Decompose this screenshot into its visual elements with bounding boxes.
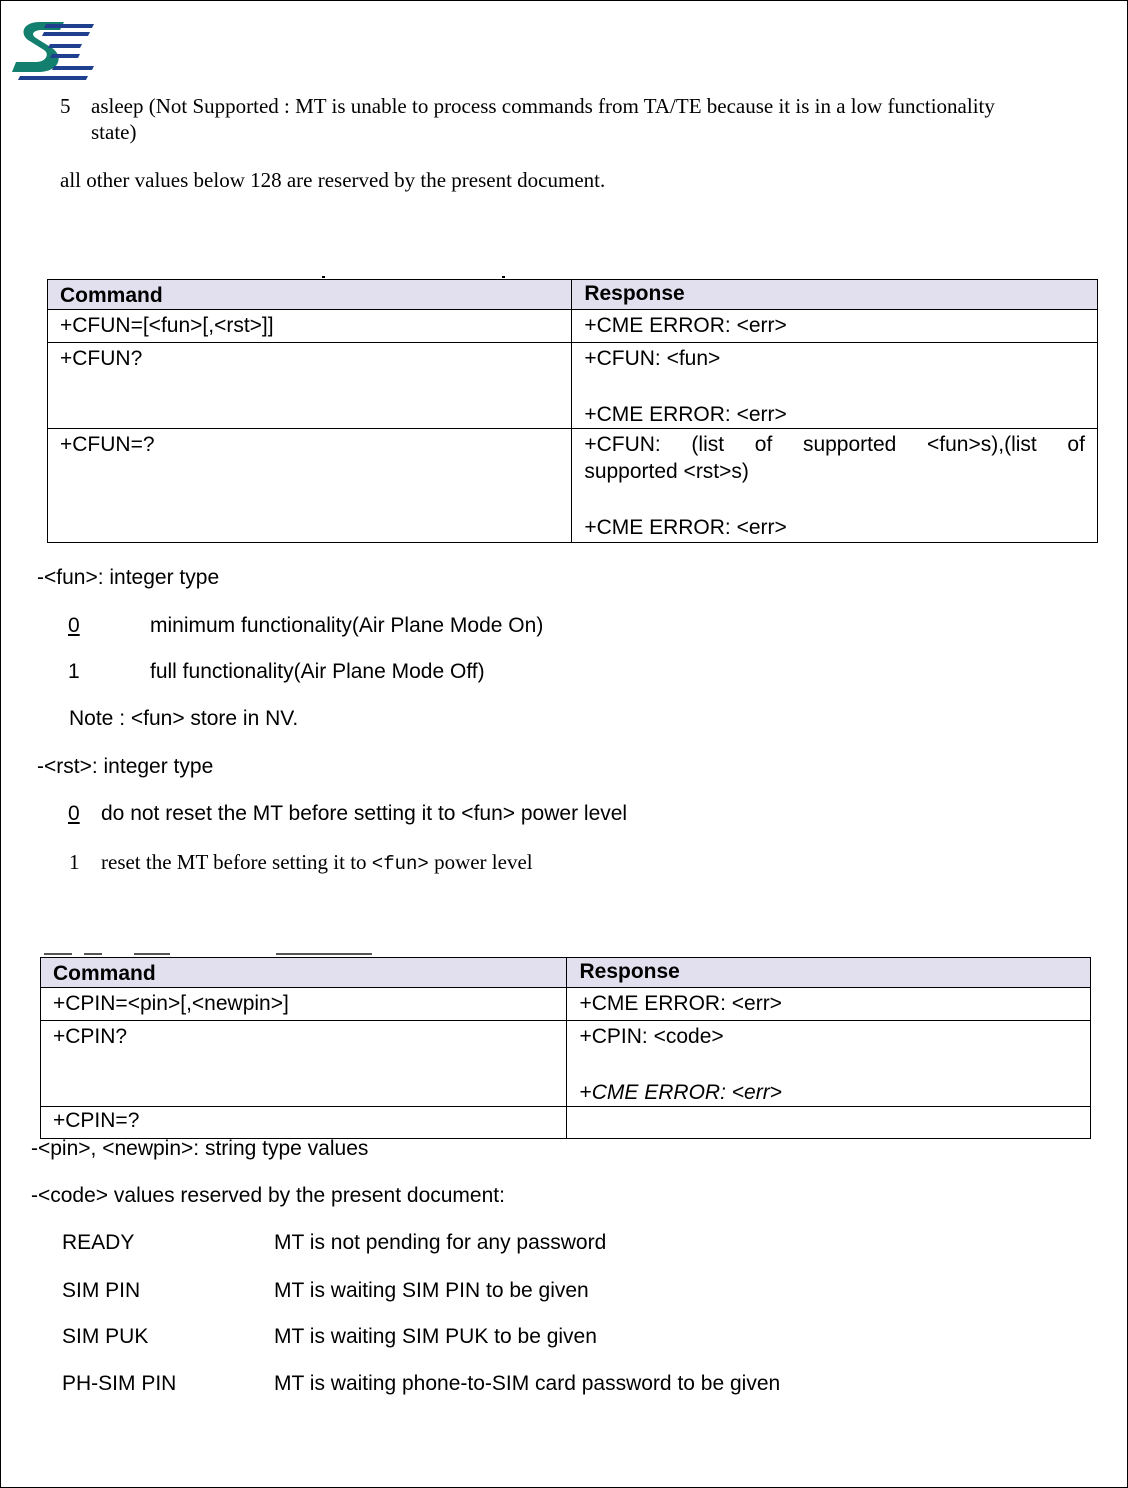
fun-item-1-text: full functionality(Air Plane Mode Off): [150, 660, 485, 683]
response-cell: +CME ERROR: <err>: [567, 988, 1091, 1021]
response-cell: [567, 1107, 1091, 1139]
fun-item-0-number: 0: [68, 614, 80, 637]
response-cell: [567, 1021, 1091, 1107]
code-desc-sim-pin: MT is waiting SIM PIN to be given: [274, 1279, 589, 1302]
rst-item-1-text-post: power level: [428, 850, 533, 874]
table-row: [41, 1107, 1091, 1139]
response-cell: [572, 343, 1098, 429]
fun-note: Note : <fun> store in NV.: [69, 707, 299, 730]
code-param-heading: -<code> values reserved by the present document:: [31, 1184, 505, 1207]
company-logo: [10, 18, 96, 84]
code-desc-sim-puk: MT is waiting SIM PUK to be given: [274, 1325, 597, 1348]
response-word: supported: [802, 433, 897, 456]
column-header-response: Response: [572, 280, 1098, 310]
command-cell: +CFUN=?: [48, 429, 572, 543]
cropped-heading-fragment: [134, 953, 170, 955]
table-row: [48, 429, 1098, 543]
command-cell: +CPIN?: [41, 1021, 567, 1107]
response-line-italic: CME ERROR: <err>: [591, 1081, 782, 1104]
rst-item-1-code: <fun>: [371, 853, 429, 875]
cropped-heading-fragment: [84, 953, 102, 955]
reserved-values-note: all other values below 128 are reserved by the present document.: [60, 168, 606, 192]
code-desc-ready: MT is not pending for any password: [274, 1231, 607, 1254]
command-cell: +CFUN?: [48, 343, 572, 429]
fun-value-5-text-line1: asleep (Not Supported : MT is unable to process commands from TA/TE because it is in a low functionality: [91, 94, 995, 118]
fun-param-heading: -<fun>: integer type: [37, 566, 220, 589]
pin-param-heading: -<pin>, <newpin>: string type values: [31, 1137, 369, 1160]
response-word: of: [1067, 433, 1085, 456]
cropped-heading-fragment: [44, 953, 72, 955]
table-row: [41, 988, 1091, 1021]
response-word: (list: [691, 433, 725, 456]
response-line: +CFUN: <fun>: [584, 347, 721, 370]
response-line-justified: [584, 431, 1085, 458]
table-row: [48, 343, 1098, 429]
cropped-heading-fragment: [502, 276, 505, 278]
fun-value-5-number: 5: [60, 94, 71, 118]
response-word: +CFUN:: [584, 433, 661, 456]
rst-item-1-text-pre: reset the MT before setting it to: [101, 850, 372, 874]
table-row: [41, 1021, 1091, 1107]
code-value-sim-puk: SIM PUK: [62, 1325, 149, 1348]
rst-item-0-text: do not reset the MT before setting it to <fun> power level: [101, 802, 628, 825]
cropped-heading-fragment: [322, 276, 325, 278]
rst-item-0-number: 0: [68, 802, 80, 825]
table-header-row: [48, 280, 1098, 310]
command-cell: +CPIN=<pin>[,<newpin>]: [41, 988, 567, 1021]
response-word: <fun>s),(list: [927, 433, 1037, 456]
cfun-command-table: [47, 279, 1098, 543]
code-value-ph-sim-pin: PH-SIM PIN: [62, 1372, 177, 1395]
table-header-row: [41, 958, 1091, 988]
fun-item-1-number: 1: [68, 660, 80, 683]
rst-item-1-text: [101, 850, 533, 875]
column-header-command: Command: [48, 280, 572, 310]
response-line-prefix: +: [579, 1081, 592, 1104]
code-desc-ph-sim-pin: MT is waiting phone-to-SIM card password to be given: [274, 1372, 781, 1395]
rst-param-heading: -<rst>: integer type: [37, 755, 214, 778]
table-row: [48, 310, 1098, 343]
fun-item-0-text: minimum functionality(Air Plane Mode On): [150, 614, 544, 637]
response-cell: +CME ERROR: <err>: [572, 310, 1098, 343]
cropped-heading-fragment: [276, 953, 372, 955]
fun-value-5-text-line2: state): [91, 120, 137, 144]
response-cell: [572, 429, 1098, 543]
command-cell: +CFUN=[<fun>[,<rst>]]: [48, 310, 572, 343]
response-word: of: [754, 433, 773, 456]
code-value-ready: READY: [62, 1231, 135, 1254]
column-header-command: Command: [41, 958, 567, 988]
command-cell: +CPIN=?: [41, 1107, 567, 1139]
code-value-sim-pin: SIM PIN: [62, 1279, 141, 1302]
rst-item-1-number: 1: [69, 850, 80, 874]
cpin-command-table: [40, 957, 1091, 1139]
column-header-response: Response: [567, 958, 1091, 988]
response-line: supported <rst>s): [584, 460, 749, 483]
response-line: +CPIN: <code>: [579, 1025, 724, 1048]
response-line: +CME ERROR: <err>: [584, 516, 787, 539]
response-line: +CME ERROR: <err>: [584, 403, 787, 426]
